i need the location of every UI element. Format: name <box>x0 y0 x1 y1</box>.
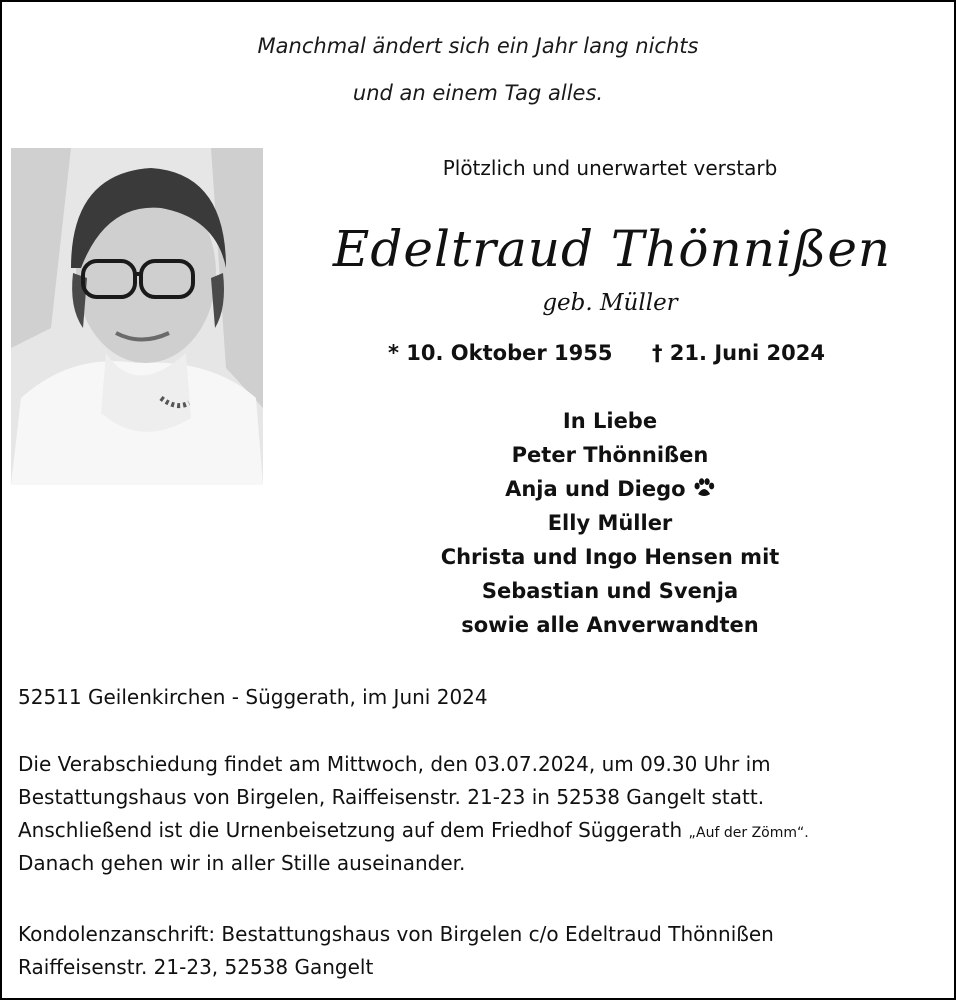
mourner-name: sowie alle Anverwandten <box>461 613 759 637</box>
mourners-heading: In Liebe <box>562 409 658 433</box>
condolence-line-1: Kondolenzanschrift: Bestattungshaus von Birgelen c/o Edeltraud Thönnißen <box>18 922 774 946</box>
ceremony-line-1: Die Verabschiedung findet am Mittwoch, den 03.07.2024, um 09.30 Uhr im <box>18 752 771 776</box>
portrait-photo <box>11 148 263 485</box>
cemetery-name: „Auf der Zömm“. <box>688 825 809 841</box>
quote-line-1: Manchmal ändert sich ein Jahr lang nichts <box>257 34 699 58</box>
mourner-name: Christa und Ingo Hensen mit <box>440 545 780 569</box>
condolence-line-2: Raiffeisenstr. 21-23, 52538 Gangelt <box>18 955 374 979</box>
maiden-name: geb. Müller <box>542 290 678 316</box>
mourner-name: Peter Thönnißen <box>511 443 709 467</box>
paw-icon <box>693 478 715 498</box>
birth-date: * 10. Oktober 1955 <box>388 341 613 365</box>
intro-text: Plötzlich und unerwartet verstarb <box>442 156 778 180</box>
mourner-name-with-pet <box>505 477 715 501</box>
portrait-illustration <box>11 148 263 485</box>
quote-line-2: und an einem Tag alles. <box>352 81 604 105</box>
place-date: 52511 Geilenkirchen - Süggerath, im Juni 2024 <box>18 685 488 709</box>
mourner-name: Sebastian und Svenja <box>481 579 739 603</box>
ceremony-line-3 <box>18 814 809 850</box>
mourner-name: Anja und Diego <box>505 477 686 501</box>
ceremony-line-4: Danach gehen wir in aller Stille auseinander. <box>18 851 466 875</box>
ceremony-line-2: Bestattungshaus von Birgelen, Raiffeisenstr. 21-23 in 52538 Gangelt statt. <box>18 785 765 809</box>
deceased-name: Edeltraud Thönnißen <box>332 220 892 278</box>
mourner-name: Elly Müller <box>547 511 673 535</box>
death-date: † 21. Juni 2024 <box>652 341 825 365</box>
ceremony-line-3-text: Anschließend ist die Urnenbeisetzung auf dem Friedhof Süggerath <box>18 818 683 842</box>
